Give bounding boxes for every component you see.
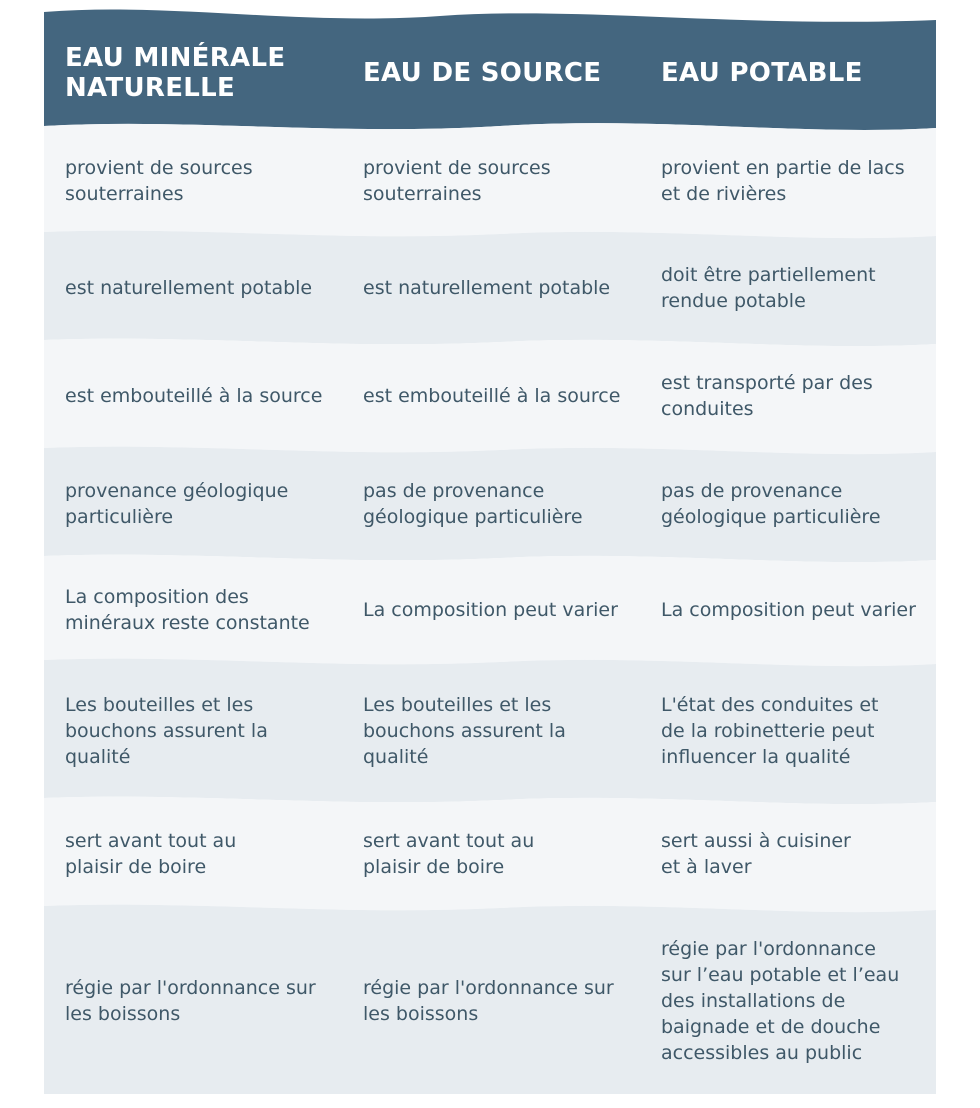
cell-mineral: provenance géologique particulière bbox=[65, 480, 289, 528]
cell-mineral: est naturellement potable bbox=[65, 277, 313, 299]
cell-mineral: provient de sources souterraines bbox=[65, 157, 253, 205]
cell-tap: est transporté par des conduites bbox=[661, 372, 873, 420]
table-row bbox=[44, 662, 936, 800]
table-row bbox=[44, 558, 936, 662]
cell-tap: sert aussi à cuisiner et à laver bbox=[661, 830, 851, 878]
cell-tap: pas de provenance géologique particulière bbox=[661, 480, 881, 528]
cell-tap: doit être partiellement rendue potable bbox=[661, 264, 876, 312]
cell-mineral: Les bouteilles et les bouchons assurent la qualité bbox=[65, 694, 268, 768]
cell-spring: La composition peut varier bbox=[363, 599, 618, 621]
cell-spring: Les bouteilles et les bouchons assurent la qualité bbox=[363, 694, 566, 768]
header-tap-water: EAU POTABLE bbox=[661, 58, 863, 88]
cell-tap: provient en partie de lacs et de rivières bbox=[661, 157, 905, 205]
table-row bbox=[44, 128, 936, 234]
table-header bbox=[44, 36, 936, 110]
cell-spring: pas de provenance géologique particulière bbox=[363, 480, 583, 528]
cell-spring: sert avant tout au plaisir de boire bbox=[363, 830, 535, 878]
table-row bbox=[44, 450, 936, 558]
cell-spring: est naturellement potable bbox=[363, 277, 611, 299]
cell-spring: régie par l'ordonnance sur les boissons bbox=[363, 977, 614, 1025]
table-row bbox=[44, 342, 936, 450]
cell-tap: La composition peut varier bbox=[661, 599, 916, 621]
cell-tap: régie par l'ordonnance sur l’eau potable et l’eau des installations de baignade et de douche accessibles au public bbox=[661, 938, 900, 1064]
cell-tap: L'état des conduites et de la robinetterie peut influencer la qualité bbox=[661, 694, 879, 768]
header-mineral-water: EAU MINÉRALE NATURELLE bbox=[65, 43, 286, 103]
cell-spring: provient de sources souterraines bbox=[363, 157, 551, 205]
header-spring-water: EAU DE SOURCE bbox=[363, 58, 602, 88]
table-row bbox=[44, 800, 936, 908]
cell-spring: est embouteillé à la source bbox=[363, 385, 621, 407]
cell-mineral: sert avant tout au plaisir de boire bbox=[65, 830, 237, 878]
table-row bbox=[44, 234, 936, 342]
comparison-table bbox=[44, 0, 936, 1108]
cell-mineral: régie par l'ordonnance sur les boissons bbox=[65, 977, 316, 1025]
table-row bbox=[44, 908, 936, 1094]
cell-mineral: est embouteillé à la source bbox=[65, 385, 323, 407]
cell-mineral: La composition des minéraux reste constante bbox=[65, 586, 310, 634]
